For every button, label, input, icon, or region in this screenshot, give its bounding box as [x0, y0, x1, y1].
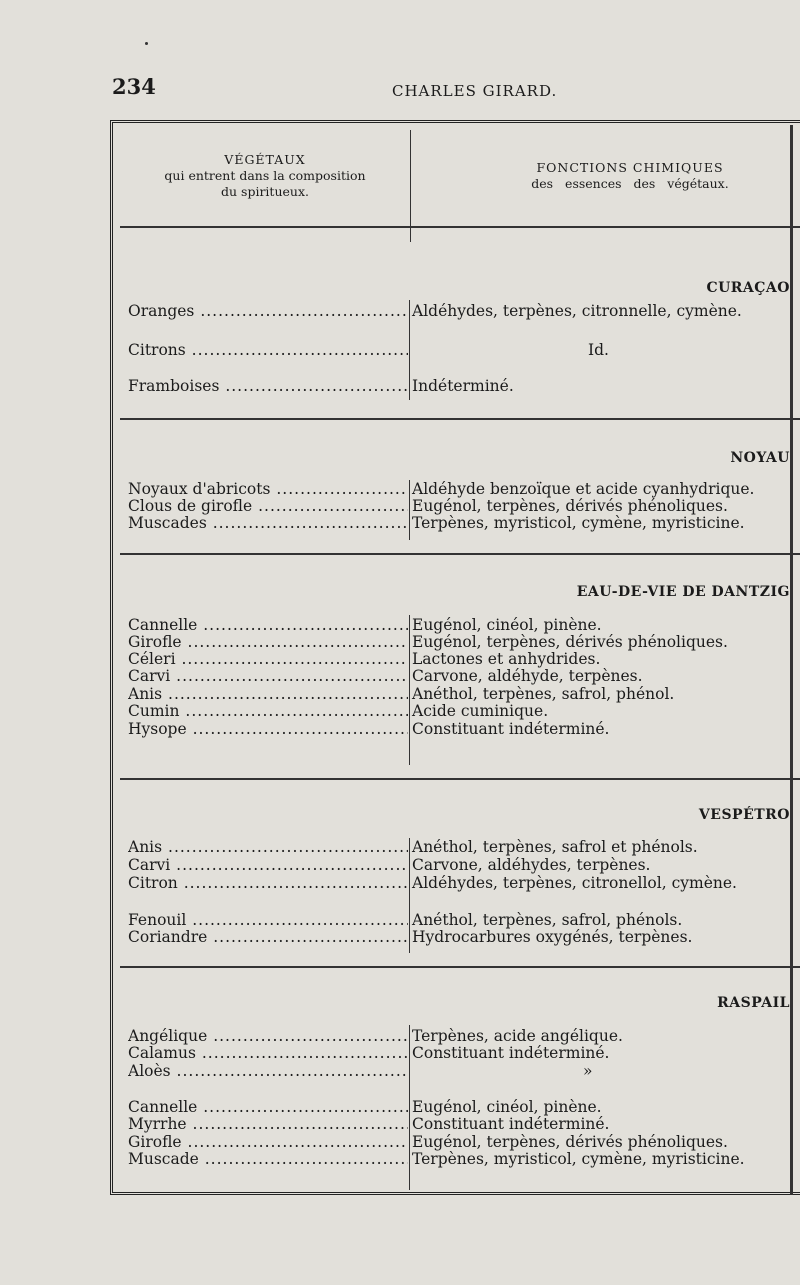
table-row [128, 481, 754, 498]
plant-name: Myrrhe ..... [128, 1116, 408, 1133]
chemical-function: » [583, 1062, 593, 1080]
chemical-function: Anéthol, terpènes, safrol et phénols. [412, 838, 698, 856]
table-row [128, 1045, 610, 1062]
chemical-function: Constituant indéterminé. [412, 1115, 610, 1133]
section-rule [120, 966, 800, 968]
header-fonctions [480, 160, 780, 192]
plant-name: Coriandre ..... [128, 929, 408, 946]
section-title: VESPÉTRO [698, 807, 790, 823]
plant-name: Anis ..... [128, 839, 408, 856]
header-fonctions-title: FONCTIONS CHIMIQUES [536, 160, 724, 175]
plant-name: Girofle ..... [128, 634, 408, 651]
chemical-function: Eugénol, cinéol, pinène. [412, 1098, 602, 1116]
chemical-function: Aldéhydes, terpènes, citronnelle, cymène. [412, 302, 742, 320]
chemical-function: Carvone, aldéhydes, terpènes. [412, 856, 651, 874]
table-row [128, 1134, 728, 1151]
table-row [128, 1028, 623, 1045]
chemical-function: Terpènes, myristicol, cymène, myristicine. [412, 1150, 745, 1168]
plant-name: Angélique ..... [128, 1028, 408, 1045]
table-right-edge [790, 125, 793, 1195]
plant-name: Citron ..... [128, 875, 408, 892]
running-head: CHARLES GIRARD. [392, 82, 558, 100]
chemical-function: Eugénol, terpènes, dérivés phénoliques. [412, 497, 728, 515]
table-row [128, 875, 737, 892]
plant-name: Carvi ..... [128, 668, 408, 685]
section-rule [120, 553, 800, 555]
section-rule [120, 778, 800, 780]
plant-name: Cannelle ..... [128, 1099, 408, 1116]
header-vegetaux [130, 152, 400, 200]
table-row [128, 857, 651, 874]
chemical-function: Indéterminé. [412, 377, 514, 395]
print-speck [145, 42, 148, 45]
plant-name: Muscades ..... [128, 515, 408, 532]
header-rule [120, 226, 800, 228]
chemical-function: Terpènes, myristicol, cymène, myristicine. [412, 514, 745, 532]
chemical-function: Aldéhyde benzoïque et acide cyanhydrique. [412, 480, 755, 498]
table-row [128, 929, 692, 946]
chemical-function: Lactones et anhydrides. [412, 650, 601, 668]
section-title: CURAÇAO [706, 280, 790, 296]
table-row [128, 303, 742, 320]
plant-name: Clous de girofle ..... [128, 498, 408, 515]
table-row [128, 703, 548, 720]
section-title: RASPAIL [717, 995, 790, 1011]
plant-name: Cannelle ..... [128, 617, 408, 634]
table-row [128, 1063, 592, 1080]
header-vegetaux-sub1: qui entrent dans la composition [164, 168, 366, 183]
chemical-function: Eugénol, terpènes, dérivés phénoliques. [412, 1133, 728, 1151]
section-title: EAU-DE-VIE DE DANTZIG [576, 584, 790, 600]
plant-name: Anis ..... [128, 686, 408, 703]
plant-name: Cumin ..... [128, 703, 408, 720]
header-vegetaux-sub2: du spiritueux. [221, 184, 309, 199]
section-title: NOYAU [730, 450, 790, 466]
table-row [128, 668, 643, 685]
table-row [128, 721, 610, 738]
header-fonctions-sub: des essences des végétaux. [531, 176, 729, 191]
table-row [128, 498, 728, 515]
table-row [128, 839, 698, 856]
plant-name: Oranges ..... [128, 303, 408, 320]
table-row [128, 651, 600, 668]
header-vegetaux-title: VÉGÉTAUX [224, 152, 306, 167]
table-row [128, 515, 745, 532]
plant-name: Muscade ..... [128, 1151, 408, 1168]
plant-name: Fenouil ..... [128, 912, 408, 929]
chemical-function: Constituant indéterminé. [412, 720, 610, 738]
table-row [128, 912, 682, 929]
table-row [128, 1099, 602, 1116]
section-rule [120, 418, 800, 420]
table-row [128, 1151, 745, 1168]
chemical-function: Anéthol, terpènes, safrol, phénols. [412, 911, 683, 929]
plant-name: Aloès ..... [128, 1063, 408, 1080]
table-row [128, 686, 674, 703]
plant-name: Carvi ..... [128, 857, 408, 874]
chemical-function: Hydrocarbures oxygénés, terpènes. [412, 928, 693, 946]
table-row [128, 342, 609, 359]
plant-name: Céleri ..... [128, 651, 408, 668]
chemical-function: Carvone, aldéhyde, terpènes. [412, 667, 643, 685]
table-row [128, 378, 514, 395]
table-row [128, 634, 728, 651]
plant-name: Citrons ..... [128, 342, 408, 359]
plant-name: Framboises ..... [128, 378, 408, 395]
chemical-function: Eugénol, terpènes, dérivés phénoliques. [412, 633, 728, 651]
table-row [128, 617, 602, 634]
chemical-function: Anéthol, terpènes, safrol, phénol. [412, 685, 675, 703]
chemical-function: Eugénol, cinéol, pinène. [412, 616, 602, 634]
table-row [128, 1116, 610, 1133]
plant-name: Hysope ..... [128, 721, 408, 738]
chemical-function: Constituant indéterminé. [412, 1044, 610, 1062]
chemical-function: Aldéhydes, terpènes, citronellol, cymène. [412, 874, 737, 892]
plant-name: Calamus ..... [128, 1045, 408, 1062]
chemical-function: Acide cuminique. [412, 702, 549, 720]
chemical-function: Id. [588, 341, 609, 359]
plant-name: Noyaux d'abricots ..... [128, 481, 408, 498]
plant-name: Girofle ..... [128, 1134, 408, 1151]
page-number: 234 [112, 74, 156, 99]
chemical-function: Terpènes, acide angélique. [412, 1027, 623, 1045]
